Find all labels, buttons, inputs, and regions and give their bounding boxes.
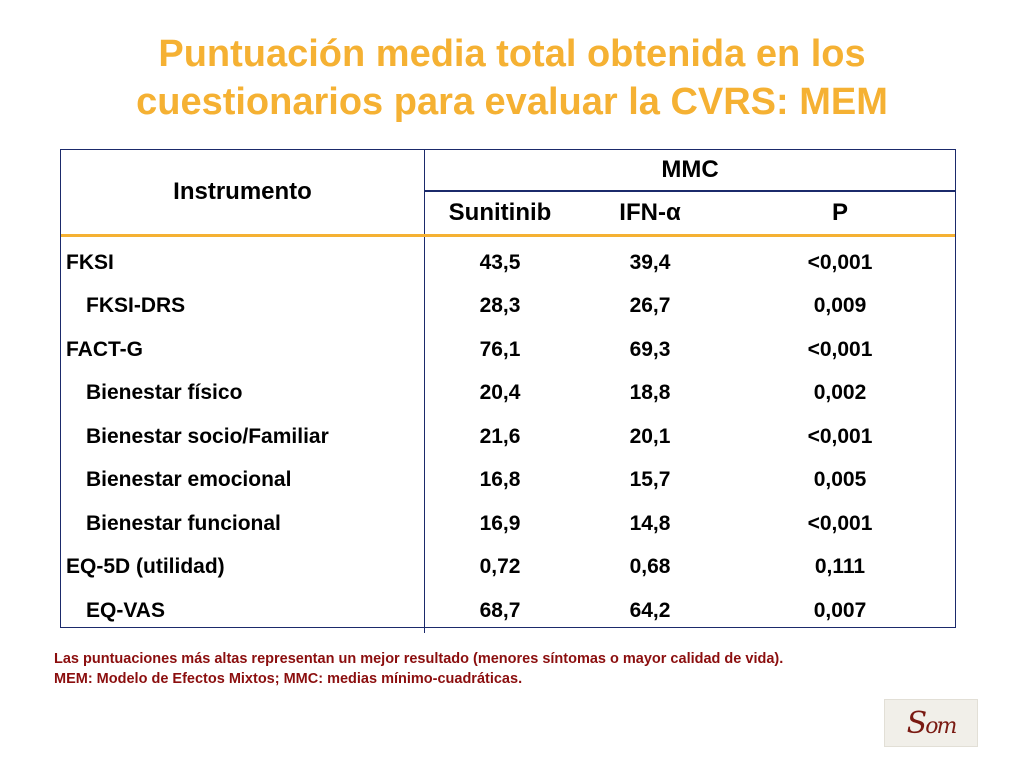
table-row bbox=[61, 546, 955, 590]
row-ifn-value: 15,7 bbox=[629, 468, 671, 492]
row-sunitinib-value: 68,7 bbox=[479, 598, 521, 622]
logo-glyph: Som bbox=[906, 705, 956, 741]
row-sunitinib-value: 16,8 bbox=[479, 468, 521, 492]
table-row bbox=[61, 328, 955, 372]
row-ifn-value: 39,4 bbox=[629, 250, 671, 274]
row-ifn-value: 0,68 bbox=[629, 555, 671, 579]
slide-title bbox=[0, 30, 1024, 126]
row-p-value: <0,001 bbox=[807, 337, 873, 361]
row-p-value: 0,002 bbox=[813, 381, 867, 405]
results-table-frame bbox=[60, 149, 956, 628]
footnote-line-1: Las puntuaciones más altas representan un mejor resultado (menores síntomas o mayor calidad de vida). bbox=[54, 651, 784, 667]
title-line-1: Puntuación media total obtenida en los bbox=[158, 33, 866, 75]
row-p-value: <0,001 bbox=[807, 250, 873, 274]
row-sunitinib-value: 21,6 bbox=[479, 424, 521, 448]
row-p-value: 0,009 bbox=[813, 294, 867, 318]
row-instrument: EQ-VAS bbox=[61, 589, 425, 633]
table-row bbox=[61, 415, 955, 459]
row-p-value: 0,111 bbox=[814, 555, 866, 579]
row-instrument: FACT-G bbox=[61, 328, 425, 372]
row-instrument: Bienestar físico bbox=[61, 372, 425, 416]
row-sunitinib-value: 76,1 bbox=[479, 337, 521, 361]
row-p-value: 0,005 bbox=[813, 468, 867, 492]
row-sunitinib-value: 28,3 bbox=[479, 294, 521, 318]
row-sunitinib-value: 0,72 bbox=[479, 555, 521, 579]
table-row bbox=[61, 502, 955, 546]
footnote bbox=[54, 649, 783, 689]
row-p-value: 0,007 bbox=[813, 598, 867, 622]
row-ifn-value: 26,7 bbox=[629, 294, 671, 318]
row-instrument: Bienestar emocional bbox=[61, 459, 425, 503]
row-sunitinib-value: 43,5 bbox=[479, 250, 521, 274]
table-row bbox=[61, 589, 955, 633]
row-instrument: Bienestar socio/Familiar bbox=[61, 415, 425, 459]
row-ifn-value: 64,2 bbox=[629, 598, 671, 622]
table-body bbox=[61, 236, 955, 633]
header-mmc: MMC bbox=[425, 150, 956, 191]
row-ifn-value: 69,3 bbox=[629, 337, 671, 361]
row-instrument: Bienestar funcional bbox=[61, 502, 425, 546]
row-ifn-value: 14,8 bbox=[629, 511, 671, 535]
table-row bbox=[61, 285, 955, 329]
header-ifn-alpha: IFN-α bbox=[575, 191, 725, 235]
title-line-2: cuestionarios para evaluar la CVRS: MEM bbox=[136, 81, 888, 123]
table-row bbox=[61, 372, 955, 416]
sgom-logo bbox=[884, 699, 978, 747]
row-instrument: FKSI-DRS bbox=[61, 285, 425, 329]
row-instrument: EQ-5D (utilidad) bbox=[61, 546, 425, 590]
header-p: P bbox=[725, 191, 955, 235]
row-sunitinib-value: 20,4 bbox=[479, 381, 521, 405]
row-instrument: FKSI bbox=[61, 236, 425, 285]
row-ifn-value: 20,1 bbox=[629, 424, 671, 448]
table-row bbox=[61, 459, 955, 503]
footnote-line-2: MEM: Modelo de Efectos Mixtos; MMC: medias mínimo-cuadráticas. bbox=[54, 671, 523, 687]
table-row bbox=[61, 236, 955, 285]
row-ifn-value: 18,8 bbox=[629, 381, 671, 405]
row-p-value: <0,001 bbox=[807, 424, 873, 448]
header-instrument: Instrumento bbox=[61, 150, 425, 236]
row-sunitinib-value: 16,9 bbox=[479, 511, 521, 535]
row-p-value: <0,001 bbox=[807, 511, 873, 535]
header-sunitinib: Sunitinib bbox=[425, 191, 576, 235]
results-table bbox=[61, 150, 955, 633]
